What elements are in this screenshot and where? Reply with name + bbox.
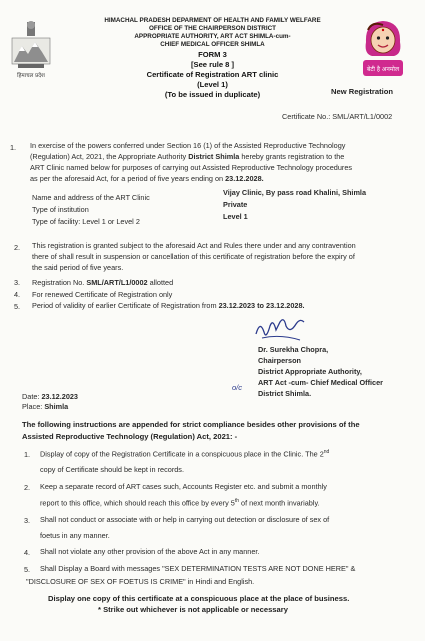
oc-annotation: o/c — [232, 383, 243, 392]
instruction-1-line-2: copy of Certificate should be kept in records. — [40, 465, 184, 474]
instruction-5-line-1: Shall Display a Board with messages "SEX DETERMINATION TESTS ARE NOT DONE HERE" & — [40, 564, 356, 573]
instructions-heading-line-2: Assisted Reproductive Technology (Regulation) Act, 2021: - — [22, 432, 238, 441]
office-line-2: APPROPRIATE AUTHORITY, ART ACT SHIMLA-cum- — [134, 33, 291, 40]
issued-in-duplicate: (To be issued in duplicate) — [164, 90, 261, 99]
para-1-line-4: as per the aforesaid Act, for a period of five years ending on 23.12.2028. — [30, 174, 264, 183]
footer-strike-note: * Strike out whichever is not applicable or necessary — [98, 605, 288, 614]
item-3-registration-no: Registration No. SML/ART/L1/0002 allotted — [32, 278, 174, 287]
instruction-3-line-1: Shall not conduct or associate with or help in carrying out detection or disclosure of sex of — [40, 515, 330, 524]
instruction-5-number: 5. — [24, 565, 31, 574]
instruction-3-line-2: foetus in any manner. — [40, 531, 110, 540]
instruction-4-number: 4. — [24, 548, 31, 557]
signatory-role-3: ART Act -cum- Chief Medical Officer — [258, 378, 384, 387]
detail-value-clinic: Vijay Clinic, By pass road Khalini, Shimla — [223, 188, 367, 197]
signatory-name: Dr. Surekha Chopra, — [258, 345, 329, 354]
signatory-role-4: District Shimla. — [258, 389, 312, 398]
item-5-number: 5. — [14, 302, 21, 311]
instruction-4-line-1: Shall not violate any other provision of the above Act in any manner. — [40, 547, 260, 556]
signatory-role-1: Chairperson — [258, 356, 301, 365]
certificate-place: Place: Shimla — [22, 402, 69, 411]
signature — [250, 312, 310, 346]
form-number: FORM 3 — [198, 50, 227, 59]
certificate-level: (Level 1) — [197, 80, 228, 89]
department-name: HIMACHAL PRADESH DEPARMENT OF HEALTH AND FAMILY WELFARE — [104, 17, 321, 24]
detail-label-institution: Type of institution — [32, 205, 89, 214]
certificate-number: Certificate No.: SML/ART/L1/0002 — [282, 112, 393, 121]
instruction-1-number: 1. — [24, 450, 31, 459]
detail-label-clinic: Name and address of the ART Clinic — [32, 193, 150, 202]
rule-reference: [See rule 8 ] — [190, 60, 235, 69]
item-2-line-1: This registration is granted subject to the aforesaid Act and Rules there under and any contravention — [32, 241, 356, 250]
svg-text:बेटी है अनमोल: बेटी है अनमोल — [366, 66, 400, 73]
instruction-1-line-1: Display of copy of the Registration Certificate in a conspicuous place in the Clinic. The 2nd — [40, 449, 330, 459]
item-2-line-3: the said period of five years. — [32, 263, 124, 272]
beti-hai-anmol-logo — [360, 16, 406, 82]
item-5-validity: Period of validity of earlier Certificate of Registration from 23.12.2023 to 23.12.2028. — [32, 301, 305, 310]
new-registration-label: New Registration — [331, 87, 394, 96]
office-line-3: CHIEF MEDICAL OFFICER SHIMLA — [160, 41, 265, 48]
item-2-line-2: there of shall result in suspension or cancellation of this certificate of registration before the expiry of — [32, 252, 355, 261]
certificate-title: Certificate of Registration ART clinic — [146, 70, 279, 79]
instruction-2-line-2: report to this office, which should reach this office by every 5th of next month invariably. — [40, 498, 320, 508]
instruction-3-number: 3. — [24, 516, 31, 525]
detail-label-facility: Type of facility: Level 1 or Level 2 — [32, 217, 140, 226]
svg-text:हिमाचल प्रदेश: हिमाचल प्रदेश — [17, 73, 45, 79]
para-1-line-3: ART Clinic named below for purposes of carrying out Assisted Reproductive Technology procedures — [30, 163, 353, 172]
item-3-number: 3. — [14, 278, 21, 287]
instructions-heading-line-1: The following instructions are appended for strict compliance besides other provisions of the — [22, 420, 360, 429]
detail-value-institution: Private — [223, 200, 248, 209]
state-emblem-logo — [8, 18, 54, 80]
instruction-2-number: 2. — [24, 483, 31, 492]
item-4-number: 4. — [14, 290, 21, 299]
para-1-line-1: In exercise of the powers conferred under Section 16 (1) of the Assisted Reproductive Technology — [30, 141, 346, 150]
instruction-2-line-1: Keep a separate record of ART cases such, Accounts Register etc. and submit a monthly — [40, 482, 327, 491]
signatory-role-2: District Appropriate Authority, — [258, 367, 362, 376]
certificate-date: Date: 23.12.2023 — [22, 392, 78, 401]
instruction-5-line-2: "DISCLOSURE OF SEX OF FOETUS IS CRIME" in Hindi and English. — [26, 577, 255, 586]
para-1-number: 1. — [10, 143, 17, 152]
item-4-text: For renewed Certificate of Registration only — [32, 290, 173, 299]
item-2-number: 2. — [14, 243, 21, 252]
office-line-1: OFFICE OF THE CHAIRPERSON DISTRICT — [149, 25, 276, 32]
footer-display-note: Display one copy of this certificate at a conspicuous place at the place of business. — [48, 594, 350, 603]
para-1-line-2: (Regulation) Act, 2021, the Appropriate Authority District Shimla hereby grants registration to the — [30, 152, 345, 161]
detail-value-facility: Level 1 — [223, 212, 248, 221]
